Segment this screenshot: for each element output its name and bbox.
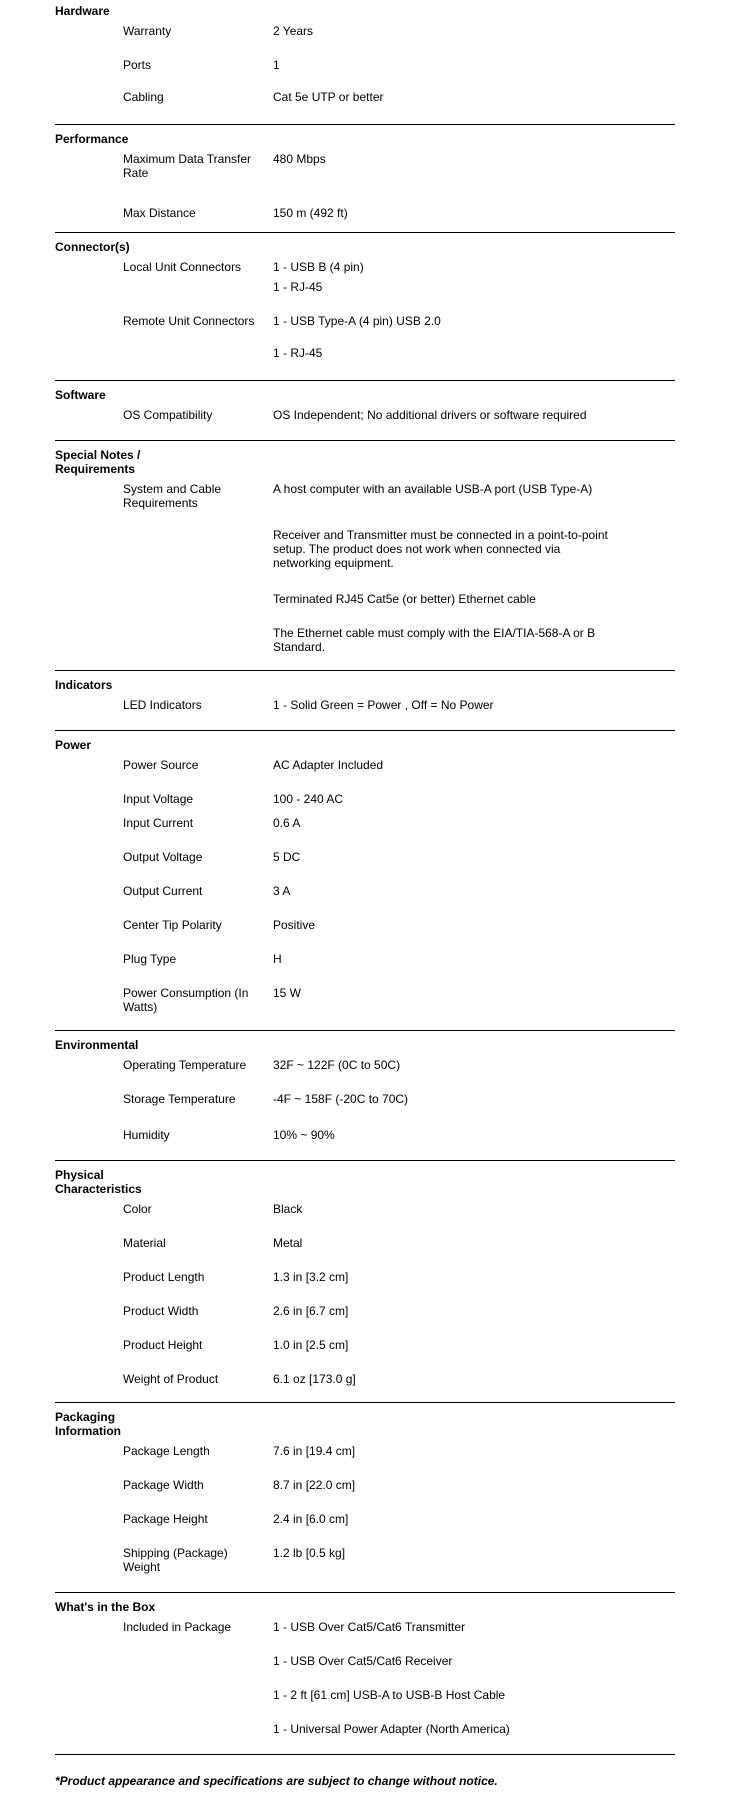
spec-label: Remote Unit Connectors (123, 314, 255, 328)
spec-value: A host computer with an available USB-A port (USB Type-A) (273, 482, 593, 496)
footnote: *Product appearance and specifications are subject to change without notice. (55, 1774, 498, 1788)
section-title: Special Notes / Requirements (55, 448, 141, 476)
section-divider (55, 1592, 675, 1593)
section-title: Packaging Information (55, 1410, 121, 1438)
section-title: Hardware (55, 4, 110, 18)
spec-value: 1 - 2 ft [61 cm] USB-A to USB-B Host Cable (273, 1688, 506, 1702)
spec-label: Output Voltage (123, 850, 203, 864)
section-title: Physical Characteristics (55, 1168, 142, 1196)
spec-value: -4F ~ 158F (-20C to 70C) (273, 1092, 409, 1106)
spec-value: Receiver and Transmitter must be connected in a point-to-point setup. The product does not work when connected via networking equipment. (273, 528, 608, 570)
spec-value: 32F ~ 122F (0C to 50C) (273, 1058, 401, 1072)
spec-label: Input Current (123, 816, 194, 830)
section-title: Connector(s) (55, 240, 130, 254)
spec-value: 1 - USB Over Cat5/Cat6 Transmitter (273, 1620, 466, 1634)
spec-value: H (273, 952, 282, 966)
spec-label: Output Current (123, 884, 203, 898)
spec-value: 1 - USB Over Cat5/Cat6 Receiver (273, 1654, 453, 1668)
section-title: Power (55, 738, 92, 752)
section-title: Performance (55, 132, 129, 146)
spec-value: 1.0 in [2.5 cm] (273, 1338, 349, 1352)
section-divider (55, 440, 675, 441)
spec-label: Center Tip Polarity (123, 918, 222, 932)
spec-value: 8.7 in [22.0 cm] (273, 1478, 356, 1492)
spec-label: Package Length (123, 1444, 210, 1458)
spec-label: Package Width (123, 1478, 204, 1492)
section-title: Environmental (55, 1038, 139, 1052)
spec-value: 5 DC (273, 850, 301, 864)
spec-label: Included in Package (123, 1620, 232, 1634)
spec-value: The Ethernet cable must comply with the EIA/TIA-568-A or B Standard. (273, 626, 596, 654)
spec-value: 7.6 in [19.4 cm] (273, 1444, 356, 1458)
spec-label: Cabling (123, 90, 164, 104)
spec-value: 2.6 in [6.7 cm] (273, 1304, 349, 1318)
section-divider (55, 670, 675, 671)
spec-value: Cat 5e UTP or better (273, 90, 384, 104)
spec-label: Local Unit Connectors (123, 260, 242, 274)
spec-label: Warranty (123, 24, 172, 38)
spec-value: 1 - RJ-45 (273, 346, 323, 360)
section-title: What's in the Box (55, 1600, 156, 1614)
spec-label: Storage Temperature (123, 1092, 236, 1106)
section-divider (55, 1160, 675, 1161)
spec-label: Maximum Data Transfer Rate (123, 152, 252, 180)
spec-value: Positive (273, 918, 316, 932)
spec-label: Ports (123, 58, 152, 72)
spec-label: Humidity (123, 1128, 170, 1142)
spec-value: 2.4 in [6.0 cm] (273, 1512, 349, 1526)
spec-label: LED Indicators (123, 698, 202, 712)
spec-value: AC Adapter Included (273, 758, 384, 772)
spec-label: Shipping (Package) Weight (123, 1546, 228, 1574)
spec-value: 100 - 240 AC (273, 792, 344, 806)
section-divider (55, 232, 675, 233)
section-divider (55, 1402, 675, 1403)
spec-value: 2 Years (273, 24, 314, 38)
section-divider (55, 730, 675, 731)
spec-label: Weight of Product (123, 1372, 219, 1386)
spec-value: 1.2 lb [0.5 kg] (273, 1546, 346, 1560)
spec-value: 150 m (492 ft) (273, 206, 348, 220)
spec-label: Power Consumption (In Watts) (123, 986, 249, 1014)
section-title: Software (55, 388, 106, 402)
spec-label: Power Source (123, 758, 199, 772)
section-divider (55, 1754, 675, 1755)
spec-value: 0.6 A (273, 816, 301, 830)
spec-label: Operating Temperature (123, 1058, 247, 1072)
spec-value: 15 W (273, 986, 302, 1000)
spec-value: 1.3 in [3.2 cm] (273, 1270, 349, 1284)
spec-label: OS Compatibility (123, 408, 213, 422)
section-title: Indicators (55, 678, 113, 692)
spec-value: 1 - RJ-45 (273, 280, 323, 294)
spec-value: 3 A (273, 884, 291, 898)
spec-value: 480 Mbps (273, 152, 326, 166)
spec-value: 10% ~ 90% (273, 1128, 335, 1142)
spec-label: Max Distance (123, 206, 196, 220)
spec-value: 1 - USB B (4 pin) (273, 260, 364, 274)
section-divider (55, 1030, 675, 1031)
spec-label: Color (123, 1202, 152, 1216)
spec-label: Plug Type (123, 952, 177, 966)
spec-value: Terminated RJ45 Cat5e (or better) Ethernet cable (273, 592, 536, 606)
spec-value: Black (273, 1202, 303, 1216)
spec-value: 1 (273, 58, 280, 72)
section-divider (55, 124, 675, 125)
spec-label: Package Height (123, 1512, 208, 1526)
section-divider (55, 380, 675, 381)
spec-label: Material (123, 1236, 166, 1250)
spec-value: OS Independent; No additional drivers or software required (273, 408, 587, 422)
spec-label: Product Height (123, 1338, 203, 1352)
spec-label: Input Voltage (123, 792, 194, 806)
spec-label: System and Cable Requirements (123, 482, 222, 510)
spec-label: Product Width (123, 1304, 199, 1318)
spec-value: 6.1 oz [173.0 g] (273, 1372, 356, 1386)
spec-value: 1 - USB Type-A (4 pin) USB 2.0 (273, 314, 441, 328)
spec-label: Product Length (123, 1270, 205, 1284)
spec-value: 1 - Solid Green = Power , Off = No Power (273, 698, 494, 712)
spec-value: 1 - Universal Power Adapter (North America) (273, 1722, 510, 1736)
spec-value: Metal (273, 1236, 303, 1250)
